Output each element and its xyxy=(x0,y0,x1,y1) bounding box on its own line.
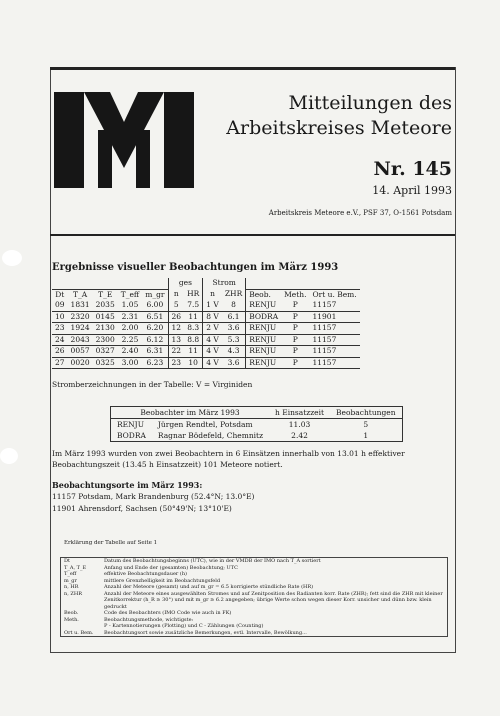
table-cell: 0325 xyxy=(93,357,118,369)
legend-description: Beobachtungsort sowie zusätzliche Bemerkungen, evtl. Intervalle, Bewölkung... xyxy=(104,629,307,636)
observer-name: Ragnar Bödefeld, Chemnitz xyxy=(157,431,264,440)
col-header: T_E xyxy=(93,289,118,300)
col-header: n xyxy=(168,289,184,300)
table-cell: 11 xyxy=(184,311,203,323)
table-cell: 11157 xyxy=(309,357,359,369)
table-cell: RENJU xyxy=(246,323,281,335)
table-row xyxy=(52,311,360,323)
scan-hole xyxy=(2,250,22,266)
table-cell: P xyxy=(281,334,309,346)
group-label-ges: ges xyxy=(168,278,203,289)
section-heading: Ergebnisse visueller Beobachtungen im März 1993 xyxy=(52,262,339,273)
table-cell: P xyxy=(281,311,309,323)
observer-name: Jürgen Rendtel, Potsdam xyxy=(157,420,253,429)
observer-hours: 11.03 xyxy=(288,420,311,429)
table-cell: RENJU xyxy=(246,300,281,311)
col-header: ZHR xyxy=(224,289,243,299)
legend-key: Ort u. Bem. xyxy=(64,629,94,636)
table-cell: 2.25 xyxy=(118,334,143,346)
observation-table xyxy=(52,278,360,369)
table-cell: 1 V xyxy=(203,300,222,311)
table-cell: 8.3 xyxy=(184,323,203,335)
locations-heading: Beobachtungsorte im März 1993: xyxy=(52,480,203,490)
table-cell: 1.05 xyxy=(118,300,143,311)
table-cell: 6.1 xyxy=(222,311,246,323)
table-cell: 4 V xyxy=(203,334,222,346)
table-cell: 11157 xyxy=(309,346,359,358)
col-header: T_A xyxy=(68,289,93,300)
table-cell: 0145 xyxy=(93,311,118,323)
table-cell: 24 xyxy=(52,334,68,346)
table-cell: 6.20 xyxy=(142,323,168,335)
observers-col-header: h Einsatzzeit xyxy=(269,407,330,419)
table-row xyxy=(52,323,360,335)
col-header: T_eff xyxy=(118,289,143,300)
observers-col-header: Beobachtungen xyxy=(330,407,402,419)
table-cell: 26 xyxy=(168,311,184,323)
table-cell: 0020 xyxy=(68,357,93,369)
col-header: Meth. xyxy=(281,289,309,300)
table-cell: 2035 xyxy=(93,300,118,311)
table-cell: 10 xyxy=(52,311,68,323)
observer-hours: 2.42 xyxy=(291,431,308,440)
table-cell: 09 xyxy=(52,300,68,311)
table-cell: P xyxy=(281,323,309,335)
table-cell: RENJU xyxy=(246,357,281,369)
table-cell: 6.00 xyxy=(142,300,168,311)
legend-row xyxy=(61,630,447,637)
legend-title: Erklärung der Tabelle auf Seite 1 xyxy=(64,540,158,546)
summary-paragraph: Im März 1993 wurden von zwei Beobachtern in 6 Einsätzen innerhalb von 13.01 h effektiver Beobachtungszeit (13.45 h Einsatzzeit) 101 Meteore notiert. xyxy=(52,449,405,469)
issue-number: Nr. 145 xyxy=(373,158,452,180)
table-cell: 0057 xyxy=(68,346,93,358)
table-cell: 0327 xyxy=(93,346,118,358)
table-cell: 22 xyxy=(168,346,184,358)
table-cell: 4 V xyxy=(203,357,222,369)
observers-header-row xyxy=(111,407,403,419)
location-item: 11901 Ahrensdorf, Sachsen (50°49'N; 13°10'E) xyxy=(52,504,232,513)
legend-description: Code des Beobachters (IMO Code wie auch in FK) xyxy=(104,610,232,616)
table-cell: 6.31 xyxy=(142,346,168,358)
table-cell: 11157 xyxy=(309,300,359,311)
table-cell: 12 xyxy=(168,323,184,335)
publication-title-line2: Arbeitskreises Meteore xyxy=(226,117,452,139)
table-cell: 8 xyxy=(222,300,246,311)
publication-title-line1: Mitteilungen des xyxy=(288,92,452,114)
legend-description: Anzahl der Meteore (gesamt) und auf m_gr = 6.5 korrigierte stündliche Rate (HR) xyxy=(104,584,314,590)
legend-key: Beob. xyxy=(64,610,79,616)
table-row xyxy=(52,357,360,369)
location-item: 11157 Potsdam, Mark Brandenburg (52.4°N; 13.0°E) xyxy=(52,492,255,501)
col-header: Dt xyxy=(52,289,68,300)
table-cell: 2300 xyxy=(93,334,118,346)
table-cell: 27 xyxy=(52,357,68,369)
table-cell: 2320 xyxy=(68,311,93,323)
table-cell: 2043 xyxy=(68,334,93,346)
legend-key: m_gr xyxy=(64,577,77,584)
table-cell: 2130 xyxy=(93,323,118,335)
table-cell: 23 xyxy=(168,357,184,369)
publisher-address: Arbeitskreis Meteore e.V., PSF 37, O-1561 Potsdam xyxy=(268,209,452,217)
legend-description: Datum des Beobachtungsbeginns (UTC), wie in der VMDB der IMO nach T_A sortiert xyxy=(104,558,321,564)
header-rule xyxy=(50,67,455,70)
observers-table xyxy=(110,406,403,442)
mm-logo xyxy=(54,92,194,188)
table-cell: 11 xyxy=(184,346,203,358)
issue-date: 14. April 1993 xyxy=(372,184,452,197)
table-cell: 13 xyxy=(168,334,184,346)
observer-code: RENJU xyxy=(117,420,145,429)
col-header: Ort u. Bem. xyxy=(309,289,359,300)
table-cell: 10 xyxy=(184,357,203,369)
table-cell: 2.40 xyxy=(118,346,143,358)
observer-row xyxy=(111,419,403,431)
table-cell: 8 V xyxy=(203,311,222,323)
table-cell: RENJU xyxy=(246,334,281,346)
table-cell: 6.51 xyxy=(142,311,168,323)
table-row xyxy=(52,300,360,311)
observer-count: 5 xyxy=(363,420,369,429)
legend-description: Anzahl der Meteore eines ausgewählten Stromes und auf Zenitposition des Radianten korr. Rate (ZHR); fett sind die ZHR mit kleiner Zenitkorrektur (h_R ≥ 30°) und mit m_gr ≥ 6.2 angegeben; übrige Werte schon wegen dieser Korr. unsicher und dünn bzw. klein gedruckt xyxy=(104,590,443,610)
table-cell: BODRA xyxy=(246,311,281,323)
table-group-header-row xyxy=(52,278,360,289)
legend-description: effektive Beobachtungsdauer (h) xyxy=(104,571,188,577)
observer-row xyxy=(111,430,403,442)
observer-code: BODRA xyxy=(117,431,146,440)
table-cell: 6.23 xyxy=(142,357,168,369)
legend-description: P - Kartennotierungen (Plotting) und C - Zählungen (Counting) xyxy=(104,623,264,629)
table-cell: 11157 xyxy=(309,323,359,335)
table-cell: 7.5 xyxy=(184,300,203,311)
stream-note: Stromberzeichnungen in der Tabelle: V = Virginiden xyxy=(52,380,253,389)
legend-row xyxy=(61,591,447,611)
table-cell: 5 xyxy=(168,300,184,311)
table-row xyxy=(52,334,360,346)
scan-hole xyxy=(0,448,18,464)
legend-key: n, HR xyxy=(64,584,79,590)
table-cell: 3.6 xyxy=(222,323,246,335)
table-cell: 1831 xyxy=(68,300,93,311)
table-cell: P xyxy=(281,357,309,369)
legend-description: mittlere Grenzhelligkeit im Beobachtungsfeld xyxy=(104,577,221,584)
legend-key: T_eff xyxy=(64,571,77,577)
legend-description: Anfang und Ende der (gesamten) Beobachtung; UTC xyxy=(104,564,238,571)
col-header: n xyxy=(203,289,222,300)
table-cell: 11901 xyxy=(309,311,359,323)
table-header-row xyxy=(52,289,360,300)
legend-description: Beobachtungsmethode, wichtigste: xyxy=(104,616,194,623)
table-cell: 1924 xyxy=(68,323,93,335)
table-cell: P xyxy=(281,346,309,358)
table-cell: 3.6 xyxy=(222,357,246,369)
group-label-strom: Strom xyxy=(203,278,246,289)
legend-key: Dt xyxy=(64,558,71,564)
table-cell: 4.3 xyxy=(222,346,246,358)
legend-key: Meth. xyxy=(64,616,79,623)
table-cell: 2.31 xyxy=(118,311,143,323)
legend-key: T_A, T_E xyxy=(64,564,87,571)
table-cell: 6.12 xyxy=(142,334,168,346)
table-cell: 2 V xyxy=(203,323,222,335)
table-cell: RENJU xyxy=(246,346,281,358)
table-row xyxy=(52,346,360,358)
table-cell: 5.3 xyxy=(222,334,246,346)
table-cell: 2.00 xyxy=(118,323,143,335)
table-cell: 4 V xyxy=(203,346,222,358)
col-header: m_gr xyxy=(142,289,168,300)
table-cell: 8.8 xyxy=(184,334,203,346)
table-cell: 26 xyxy=(52,346,68,358)
legend-box xyxy=(60,557,448,637)
observer-count: 1 xyxy=(363,431,369,440)
table-cell: 11157 xyxy=(309,334,359,346)
observers-col-header: Beobachter im März 1993 xyxy=(111,407,270,419)
col-header: Beob. xyxy=(246,289,281,300)
table-cell: 23 xyxy=(52,323,68,335)
legend-key: n, ZHR xyxy=(64,590,82,597)
table-cell: P xyxy=(281,300,309,311)
header-bottom-rule xyxy=(50,234,455,236)
table-cell: 3.00 xyxy=(118,357,143,369)
col-header: HR xyxy=(187,289,200,299)
